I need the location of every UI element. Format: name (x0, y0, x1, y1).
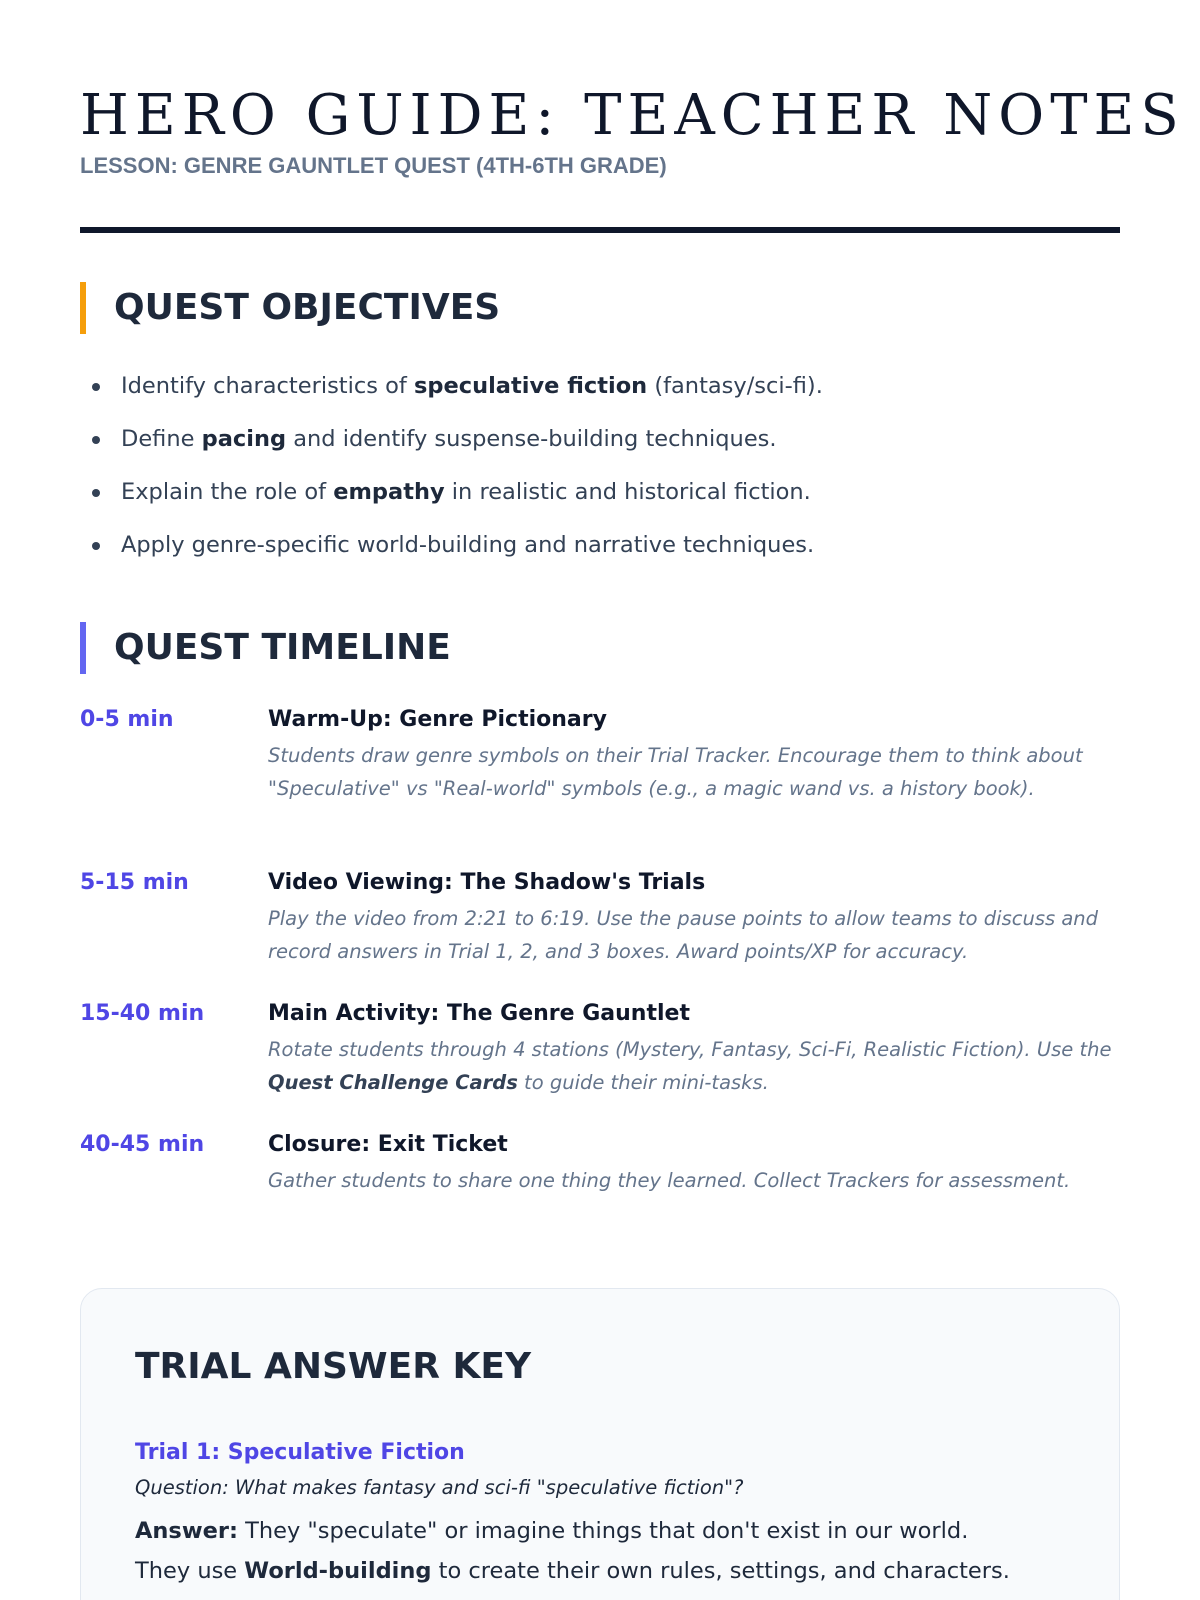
timeline-time: 0-5 min (80, 707, 174, 732)
timeline-description (268, 739, 1120, 805)
answer-line (135, 1511, 1095, 1551)
objective-item (80, 474, 1120, 527)
timeline-description-text: to guide their mini-tasks. (517, 1071, 769, 1094)
timeline-description-text: Play the video from 2:21 to 6:19. Use the pause points to allow teams to discuss and record answers in Trial 1, 2, and 3 boxes. Award points/XP for accuracy. (268, 907, 1099, 963)
trial-answer (135, 1511, 1095, 1591)
answer-label: Answer: (135, 1518, 238, 1544)
objective-text: in realistic and historical fiction. (444, 479, 811, 505)
lesson-subtitle: LESSON: GENRE GAUNTLET QUEST (4TH-6TH GRADE) (80, 153, 667, 178)
objective-item (80, 527, 1120, 580)
timeline-section-header (80, 622, 1120, 674)
bullet-icon (92, 383, 100, 391)
objective-text: and identify suspense-building techniques. (286, 426, 777, 452)
timeline-description-text: Rotate students through 4 stations (Mystery, Fantasy, Sci-Fi, Realistic Fiction). Use the (268, 1038, 1112, 1061)
objectives-title: QUEST OBJECTIVES (114, 287, 501, 328)
timeline-description-text: Students draw genre symbols on their Trial Tracker. Encourage them to think about "Speculative" vs "Real-world" symbols (e.g., a magic wand vs. a history book). (268, 744, 1083, 800)
timeline-body (268, 998, 1120, 1099)
objectives-list (80, 368, 1120, 580)
bullet-icon (92, 542, 100, 550)
objectives-section-header (80, 282, 1120, 334)
timeline-description-text: Gather students to share one thing they learned. Collect Trackers for assessment. (268, 1169, 1071, 1192)
objectives-accent-bar (80, 282, 86, 334)
answer-keyword: World-building (244, 1558, 432, 1584)
answer-key-title: TRIAL ANSWER KEY (135, 1346, 532, 1387)
objective-text: Define (121, 426, 202, 452)
objective-text: (fantasy/sci-fi). (647, 373, 823, 399)
timeline-body (268, 704, 1120, 805)
page-title: HERO GUIDE: TEACHER NOTES (80, 83, 1185, 148)
objective-keyword: pacing (201, 426, 287, 452)
timeline-description (268, 1033, 1120, 1099)
answer-text: They use (135, 1558, 245, 1584)
timeline-body (268, 867, 1120, 968)
teacher-notes-page (80, 0, 1185, 1600)
answer-text: They "speculate" or imagine things that don't exist in our world. (237, 1518, 969, 1544)
timeline-time: 5-15 min (80, 870, 189, 895)
answer-text: to create their own rules, settings, and characters. (431, 1558, 1010, 1584)
answer-line (135, 1551, 1095, 1591)
objective-text: Identify characteristics of (121, 373, 414, 399)
timeline-description-bold: Quest Challenge Cards (268, 1071, 518, 1094)
bullet-icon (92, 436, 100, 444)
trial-title: Trial 1: Speculative Fiction (135, 1440, 465, 1465)
timeline-time: 15-40 min (80, 1001, 205, 1026)
objective-text: Apply genre-specific world-building and narrative techniques. (121, 532, 815, 558)
timeline-heading: Video Viewing: The Shadow's Trials (268, 870, 706, 895)
timeline-heading: Main Activity: The Genre Gauntlet (268, 1001, 690, 1026)
timeline-body (268, 1129, 1120, 1197)
objective-item (80, 421, 1120, 474)
timeline-heading: Closure: Exit Ticket (268, 1132, 508, 1157)
timeline-time: 40-45 min (80, 1132, 205, 1157)
timeline-heading: Warm-Up: Genre Pictionary (268, 707, 607, 732)
trial-question: Question: What makes fantasy and sci-fi "speculative fiction"? (135, 1476, 744, 1499)
timeline-description (268, 1164, 1120, 1197)
timeline-accent-bar (80, 622, 86, 674)
objective-keyword: speculative fiction (413, 373, 648, 399)
answer-key-card (80, 1288, 1120, 1600)
timeline-title: QUEST TIMELINE (114, 627, 451, 668)
timeline-description (268, 902, 1120, 968)
objective-item (80, 368, 1120, 421)
objective-keyword: empathy (333, 479, 445, 505)
header-divider (80, 227, 1120, 233)
objective-text: Explain the role of (121, 479, 334, 505)
bullet-icon (92, 489, 100, 497)
